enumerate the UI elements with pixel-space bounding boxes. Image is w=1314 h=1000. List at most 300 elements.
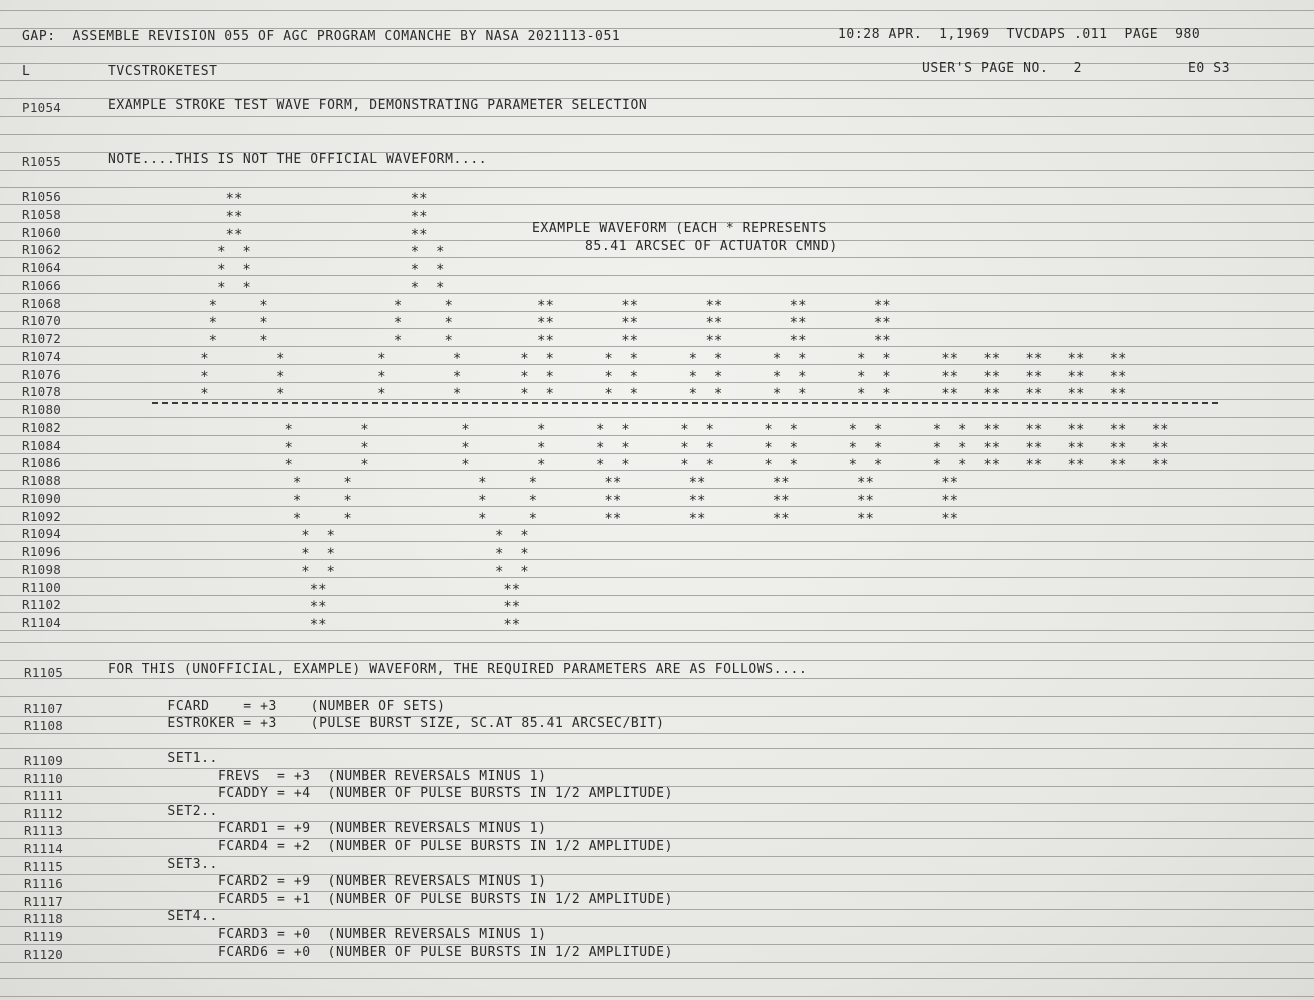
waveform-star: * — [705, 297, 714, 314]
waveform-line-label: R1086 — [22, 455, 62, 471]
waveform-star: * — [1109, 386, 1119, 403]
waveform-star: * — [343, 492, 352, 509]
waveform-star: * — [1118, 457, 1127, 474]
waveform-star: * — [713, 350, 723, 367]
waveform-star: * — [242, 262, 251, 278]
waveform-star: * — [991, 386, 1001, 403]
waveform-star: * — [772, 368, 782, 385]
waveform-star: * — [276, 350, 285, 367]
waveform-line-label: R1102 — [22, 597, 62, 613]
waveform-star: * — [941, 386, 950, 403]
waveform-line-label: R1080 — [22, 402, 62, 417]
waveform-star: * — [1109, 350, 1119, 367]
waveform-star: * — [772, 386, 782, 403]
waveform-star: * — [772, 475, 782, 491]
waveform-line-label: R1084 — [22, 437, 62, 453]
waveform-star: * — [991, 368, 1001, 385]
line-label: R1111 — [24, 788, 64, 804]
waveform-star: * — [697, 510, 706, 527]
source-line: FCADDY = +4 (NUMBER OF PULSE BURSTS IN 1/2 AMPLITUDE) — [100, 786, 674, 802]
waveform-star: * — [233, 208, 243, 225]
waveform-star: * — [292, 492, 302, 509]
waveform-star: * — [545, 368, 554, 385]
waveform-star: * — [612, 492, 622, 509]
waveform-star: * — [621, 315, 630, 332]
waveform-star: * — [419, 208, 428, 225]
waveform-line-label: R1076 — [22, 366, 62, 382]
waveform-star: * — [1160, 457, 1169, 474]
waveform-star: * — [1067, 421, 1076, 438]
waveform-star: * — [410, 244, 420, 261]
line-label: R1120 — [24, 946, 64, 962]
waveform-caption-2: 85.41 ARCSEC OF ACTUATOR CMND) — [585, 239, 838, 254]
waveform-star: * — [1025, 421, 1034, 438]
waveform-star: * — [1109, 421, 1119, 438]
waveform-star: * — [301, 546, 310, 562]
waveform-star: * — [276, 386, 285, 403]
waveform-star: * — [528, 492, 538, 509]
waveform-star: * — [520, 546, 529, 562]
waveform-star: * — [503, 581, 512, 598]
waveform-star: * — [764, 439, 773, 456]
waveform-star: * — [259, 315, 268, 332]
waveform-star: * — [503, 617, 512, 633]
waveform-star: * — [629, 386, 639, 403]
waveform-line-label: R1066 — [22, 277, 62, 293]
waveform-zero-axis — [152, 402, 1218, 404]
waveform-star: * — [1025, 386, 1034, 403]
waveform-star: * — [537, 439, 546, 456]
waveform-star: * — [360, 421, 369, 438]
waveform-star: * — [1118, 439, 1127, 456]
waveform-star: * — [772, 492, 782, 509]
waveform-star: * — [452, 386, 462, 403]
waveform-star: * — [233, 191, 243, 207]
waveform-star: * — [1075, 439, 1085, 456]
line-label: R1110 — [24, 770, 64, 786]
waveform-star: * — [208, 333, 218, 349]
source-line: FCARD2 = +9 (NUMBER REVERSALS MINUS 1) — [100, 874, 547, 890]
waveform-star: * — [604, 350, 613, 367]
source-line: FCARD5 = +1 (NUMBER OF PULSE BURSTS IN 1/2 AMPLITUDE) — [100, 891, 674, 907]
waveform-star: * — [444, 333, 453, 349]
note-line: NOTE....THIS IS NOT THE OFFICIAL WAVEFORM.... — [108, 152, 488, 167]
waveform-star: * — [873, 333, 883, 349]
waveform-star: * — [1067, 386, 1076, 403]
waveform-star: * — [444, 297, 453, 314]
waveform-star: * — [764, 457, 773, 474]
waveform-star: * — [680, 439, 689, 456]
waveform-line-label: R1098 — [22, 561, 62, 577]
waveform-star: * — [991, 439, 1001, 456]
waveform-star: * — [604, 475, 613, 491]
waveform-star: * — [410, 279, 420, 296]
source-line: SET1.. — [100, 751, 218, 766]
waveform-star: * — [713, 333, 723, 349]
waveform-star: * — [629, 368, 639, 385]
waveform-star: * — [949, 368, 959, 385]
waveform-star: * — [309, 599, 319, 616]
waveform-star: * — [865, 510, 874, 527]
waveform-star: * — [705, 439, 714, 456]
waveform-star: * — [537, 333, 546, 349]
waveform-star: * — [949, 386, 959, 403]
waveform-star: * — [259, 297, 268, 314]
waveform-star: * — [958, 439, 967, 456]
waveform-star: * — [537, 297, 546, 314]
waveform-star: * — [520, 563, 529, 580]
waveform-star: * — [705, 457, 714, 474]
waveform-star: * — [688, 510, 698, 527]
waveform-star: * — [1067, 350, 1076, 367]
waveform-star: * — [410, 226, 420, 243]
waveform-star: * — [1025, 350, 1034, 367]
waveform-star: * — [798, 386, 807, 403]
waveform-star: * — [789, 439, 799, 456]
waveform-star: * — [991, 421, 1001, 438]
waveform-star: * — [932, 439, 942, 456]
waveform-line-label: R1060 — [22, 224, 62, 240]
waveform-star: * — [713, 315, 723, 332]
listing-title: TVCSTROKETEST — [108, 64, 218, 79]
waveform-star: * — [511, 617, 521, 633]
waveform-star: * — [1151, 457, 1161, 474]
waveform-star: * — [798, 368, 807, 385]
waveform-star: * — [688, 350, 698, 367]
waveform-star: * — [301, 528, 310, 545]
waveform-star: * — [629, 333, 639, 349]
waveform-star: * — [208, 297, 218, 314]
waveform-star: * — [318, 617, 327, 633]
waveform-star: * — [612, 475, 622, 491]
waveform-star: * — [1067, 439, 1076, 456]
waveform-star: * — [1118, 350, 1127, 367]
line-label: R1116 — [24, 876, 64, 892]
waveform-star: * — [604, 386, 613, 403]
waveform-star: * — [1033, 386, 1043, 403]
waveform-star: * — [528, 510, 538, 527]
waveform-star: * — [789, 421, 799, 438]
waveform-star: * — [284, 421, 293, 438]
line-label: R1055 — [22, 154, 62, 169]
waveform-star: * — [284, 457, 293, 474]
waveform-star: * — [873, 421, 883, 438]
waveform-star: * — [393, 297, 403, 314]
waveform-star: * — [941, 368, 950, 385]
waveform-star: * — [713, 297, 723, 314]
waveform-star: * — [789, 457, 799, 474]
waveform-star: * — [1067, 368, 1076, 385]
waveform-star: * — [781, 475, 790, 491]
waveform-star: * — [596, 457, 605, 474]
waveform-star: * — [478, 492, 487, 509]
waveform-star: * — [713, 368, 723, 385]
waveform-star: * — [705, 421, 714, 438]
source-line: SET3.. — [100, 856, 218, 872]
line-label: R1109 — [24, 753, 64, 768]
waveform-star: * — [932, 457, 942, 474]
waveform-line-label: R1104 — [22, 615, 62, 630]
line-label: R1113 — [24, 823, 64, 839]
source-line: SET4.. — [100, 909, 218, 925]
line-label: R1119 — [24, 929, 64, 944]
waveform-star: * — [545, 333, 554, 349]
waveform-star: * — [949, 510, 959, 527]
waveform-star: * — [436, 262, 445, 278]
waveform-star: * — [873, 457, 883, 474]
waveform-star: * — [798, 350, 807, 367]
waveform-star: * — [284, 439, 293, 456]
waveform-line-label: R1058 — [22, 206, 62, 222]
waveform-star: * — [545, 315, 554, 332]
waveform-star: * — [604, 510, 613, 527]
waveform-star: * — [789, 315, 799, 332]
waveform-line-label: R1092 — [22, 508, 62, 524]
waveform-star: * — [857, 510, 866, 527]
waveform-star: * — [1033, 457, 1043, 474]
waveform-star: * — [217, 244, 226, 261]
waveform-star: * — [377, 368, 386, 385]
waveform-star: * — [1033, 421, 1043, 438]
section-code: E0 S3 — [1188, 61, 1231, 76]
waveform-star: * — [688, 475, 698, 491]
source-line: FCARD6 = +0 (NUMBER OF PULSE BURSTS IN 1/2 AMPLITUDE) — [100, 944, 674, 960]
waveform-star: * — [983, 439, 992, 456]
waveform-star: * — [991, 457, 1001, 474]
waveform-star: * — [621, 421, 630, 438]
waveform-star: * — [857, 475, 866, 491]
waveform-star: * — [1160, 439, 1169, 456]
waveform-star: * — [983, 457, 992, 474]
waveform-line-label: R1074 — [22, 348, 62, 364]
waveform-star: * — [857, 368, 866, 385]
waveform-star: * — [1151, 421, 1161, 438]
waveform-star: * — [1033, 350, 1043, 367]
waveform-star: * — [377, 350, 386, 367]
waveform-star: * — [949, 475, 959, 491]
waveform-star: * — [259, 333, 268, 349]
waveform-line-label: R1062 — [22, 242, 62, 258]
waveform-star: * — [941, 510, 950, 527]
waveform-star: * — [764, 421, 773, 438]
waveform-star: * — [520, 368, 529, 385]
waveform-star: * — [688, 386, 698, 403]
waveform-star: * — [612, 510, 622, 527]
waveform-star: * — [1109, 439, 1119, 456]
waveform-star: * — [326, 528, 335, 545]
waveform-star: * — [326, 563, 335, 580]
waveform-star: * — [629, 350, 639, 367]
waveform-star: * — [478, 510, 487, 527]
waveform-star: * — [1075, 386, 1085, 403]
waveform-star: * — [545, 350, 554, 367]
waveform-star: * — [461, 457, 470, 474]
waveform-line-label: R1096 — [22, 544, 62, 559]
waveform-star: * — [393, 333, 403, 349]
waveform-star: * — [1075, 421, 1085, 438]
waveform-star: * — [781, 492, 790, 509]
waveform-star: * — [848, 457, 858, 474]
waveform-star: * — [461, 439, 470, 456]
source-line: FCARD = +3 (NUMBER OF SETS) — [100, 699, 446, 714]
waveform-star: * — [292, 475, 302, 491]
waveform-star: * — [1109, 368, 1119, 385]
waveform-star: * — [621, 297, 630, 314]
waveform-star: * — [798, 315, 807, 332]
line-code: L — [22, 64, 31, 79]
waveform-star: * — [983, 368, 992, 385]
waveform-star: * — [629, 297, 639, 314]
waveform-star: * — [200, 368, 209, 385]
waveform-star: * — [1033, 368, 1043, 385]
waveform-star: * — [991, 350, 1001, 367]
waveform-star: * — [772, 510, 782, 527]
source-line: ESTROKER = +3 (PULSE BURST SIZE, SC.AT 85.41 ARCSEC/BIT) — [100, 716, 665, 731]
waveform-star: * — [292, 510, 302, 527]
waveform-star: * — [511, 581, 521, 598]
waveform-star: * — [410, 262, 420, 278]
waveform-star: * — [452, 350, 462, 367]
waveform-star: * — [520, 528, 529, 545]
waveform-star: * — [436, 279, 445, 296]
waveform-star: * — [1075, 350, 1085, 367]
waveform-star: * — [444, 315, 453, 332]
line-label: R1107 — [24, 701, 64, 716]
waveform-star: * — [494, 546, 504, 562]
waveform-star: * — [873, 315, 883, 332]
waveform-star: * — [882, 350, 891, 367]
waveform-star: * — [318, 599, 327, 616]
line-label: R1112 — [24, 805, 64, 821]
waveform-star: * — [494, 563, 504, 580]
waveform-star: * — [478, 475, 487, 491]
waveform-star: * — [798, 297, 807, 314]
source-line: FCARD3 = +0 (NUMBER REVERSALS MINUS 1) — [100, 927, 547, 942]
waveform-star: * — [949, 350, 959, 367]
waveform-star: * — [1067, 457, 1076, 474]
waveform-star: * — [781, 510, 790, 527]
waveform-star: * — [377, 386, 386, 403]
header-left: GAP: ASSEMBLE REVISION 055 OF AGC PROGRAM COMANCHE BY NASA 2021113-051 — [22, 29, 621, 44]
waveform-star: * — [410, 191, 420, 207]
waveform-star: * — [208, 315, 218, 332]
waveform-star: * — [932, 421, 942, 438]
waveform-line-label: R1100 — [22, 579, 62, 595]
waveform-star: * — [882, 333, 891, 349]
waveform-star: * — [545, 297, 554, 314]
waveform-star: * — [537, 457, 546, 474]
waveform-star: * — [596, 439, 605, 456]
waveform-line-label: R1068 — [22, 295, 62, 311]
waveform-star: * — [772, 350, 782, 367]
waveform-star: * — [680, 457, 689, 474]
waveform-star: * — [983, 386, 992, 403]
waveform-star: * — [452, 368, 462, 385]
waveform-star: * — [789, 297, 799, 314]
waveform-star: * — [343, 475, 352, 491]
waveform-star: * — [1118, 421, 1127, 438]
waveform-star: * — [798, 333, 807, 349]
waveform-star: * — [958, 457, 967, 474]
waveform-star: * — [242, 244, 251, 261]
waveform-line-label: R1078 — [22, 384, 62, 400]
waveform-star: * — [680, 421, 689, 438]
waveform-star: * — [537, 421, 546, 438]
waveform-star: * — [873, 297, 883, 314]
waveform-star: * — [225, 208, 234, 225]
waveform-star: * — [941, 350, 950, 367]
source-line: SET2.. — [100, 803, 218, 819]
waveform-star: * — [882, 315, 891, 332]
waveform-star: * — [217, 262, 226, 278]
waveform-star: * — [873, 439, 883, 456]
waveform-star: * — [217, 279, 226, 296]
waveform-line-label: R1056 — [22, 189, 62, 204]
waveform-star: * — [983, 421, 992, 438]
waveform-star: * — [865, 492, 874, 509]
waveform-star: * — [848, 439, 858, 456]
waveform-star: * — [225, 226, 234, 243]
waveform-star: * — [621, 333, 630, 349]
waveform-star: * — [309, 617, 319, 633]
line-label: P1054 — [22, 100, 62, 115]
waveform-star: * — [276, 368, 285, 385]
waveform-star: * — [233, 226, 243, 243]
line-label: R1114 — [24, 841, 64, 856]
waveform-star: * — [343, 510, 352, 527]
waveform-star: * — [713, 386, 723, 403]
waveform-star: * — [1025, 457, 1034, 474]
waveform-star: * — [1118, 368, 1127, 385]
waveform-star: * — [857, 386, 866, 403]
waveform-star: * — [301, 563, 310, 580]
waveform-star: * — [461, 421, 470, 438]
waveform-star: * — [1025, 368, 1034, 385]
line-label: R1108 — [24, 718, 64, 733]
waveform-star: * — [688, 492, 698, 509]
waveform-star: * — [705, 315, 714, 332]
waveform-star: * — [958, 421, 967, 438]
waveform-line-label: R1090 — [22, 490, 62, 506]
line-label: R1105 — [24, 665, 64, 680]
line-label: R1118 — [24, 911, 64, 927]
line-label: R1117 — [24, 893, 64, 909]
source-line: FCARD4 = +2 (NUMBER OF PULSE BURSTS IN 1/2 AMPLITUDE) — [100, 839, 674, 854]
waveform-star: * — [520, 386, 529, 403]
waveform-star: * — [528, 475, 538, 491]
waveform-star: * — [1075, 457, 1085, 474]
waveform-star: * — [1109, 457, 1119, 474]
waveform-star: * — [537, 315, 546, 332]
waveform-star: * — [848, 421, 858, 438]
waveform-star: * — [545, 386, 554, 403]
waveform-star: * — [419, 191, 428, 207]
waveform-star: * — [360, 457, 369, 474]
waveform-star: * — [941, 475, 950, 491]
waveform-star: * — [949, 492, 959, 509]
section-heading: EXAMPLE STROKE TEST WAVE FORM, DEMONSTRATING PARAMETER SELECTION — [108, 98, 648, 113]
header-right: 10:28 APR. 1,1969 TVCDAPS .011 PAGE 980 — [838, 27, 1201, 42]
waveform-star: * — [621, 457, 630, 474]
waveform-star: * — [941, 492, 950, 509]
waveform-star: * — [697, 475, 706, 491]
waveform-star: * — [1151, 439, 1161, 456]
waveform-star: * — [309, 581, 319, 598]
waveform-star: * — [983, 350, 992, 367]
waveform-star: * — [857, 350, 866, 367]
waveform-star: * — [410, 208, 420, 225]
waveform-star: * — [520, 350, 529, 367]
